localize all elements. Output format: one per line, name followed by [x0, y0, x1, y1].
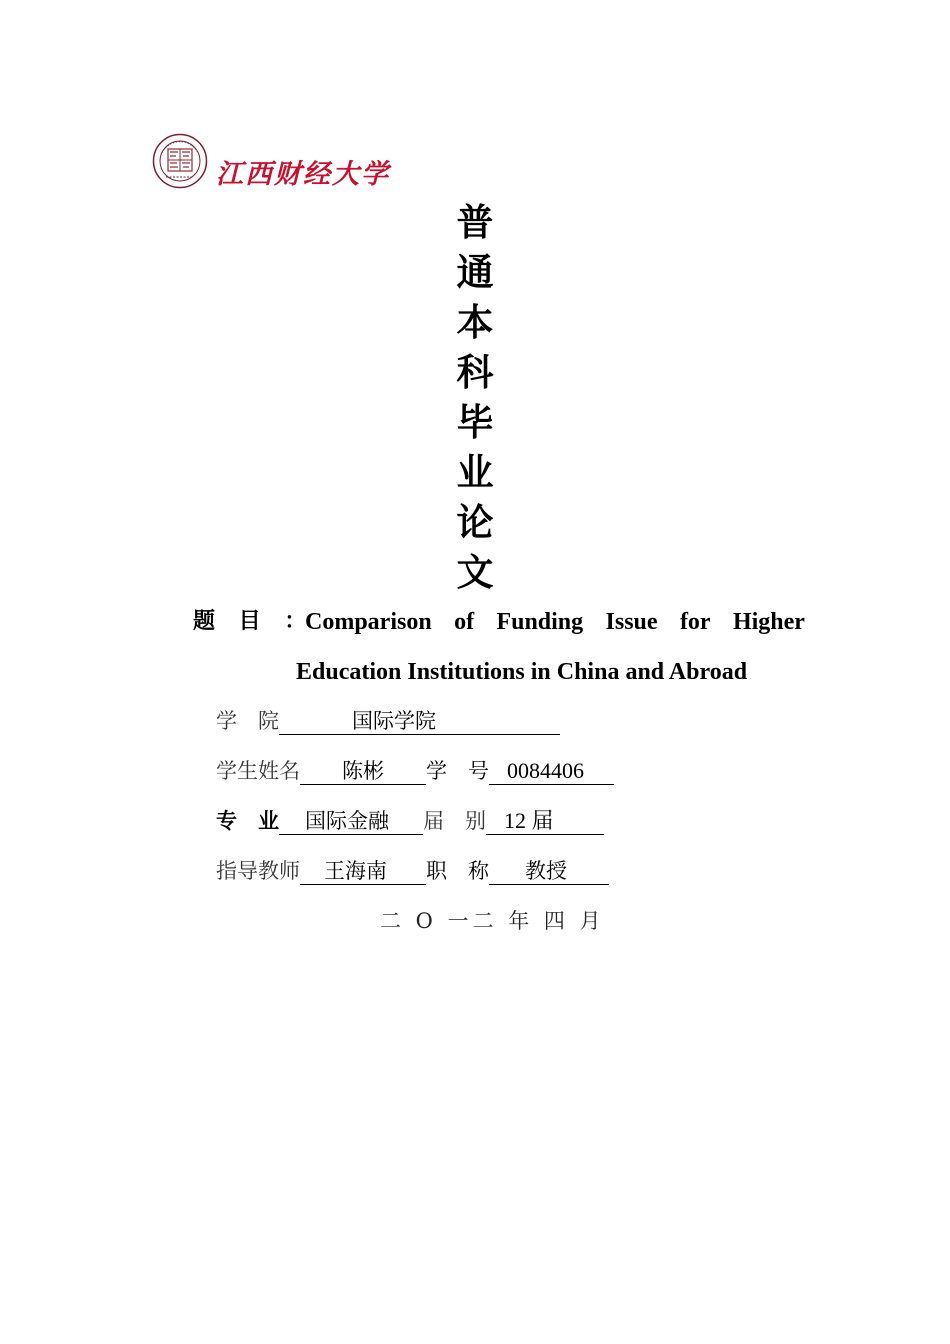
- advisor-title-field: [489, 858, 609, 885]
- title-char: 科: [456, 351, 494, 394]
- title-char: 论: [456, 501, 494, 544]
- major-field: [279, 808, 423, 835]
- subject-word: Higher: [732, 609, 805, 635]
- university-name: 江西财经大学: [216, 159, 390, 190]
- student-id-value: 0084406: [507, 758, 584, 783]
- advisor-row: [216, 855, 609, 887]
- class-value: 12 届: [504, 808, 554, 833]
- subject-word: Comparison: [305, 609, 432, 635]
- college-value: 国际学院: [352, 709, 436, 733]
- student-name-label: 学生姓名: [216, 759, 300, 783]
- student-row: [216, 755, 614, 787]
- student-name-field: [300, 758, 426, 785]
- title-char: 通: [456, 251, 494, 294]
- subject-title-line2: Education Institutions in China and Abroad: [296, 659, 748, 685]
- college-row: [216, 705, 560, 737]
- title-char: 业: [456, 451, 494, 494]
- advisor-label: 指导教师: [216, 859, 300, 883]
- thesis-title-vertical: [445, 198, 505, 598]
- major-label: 专 业: [216, 809, 279, 833]
- advisor-field: [300, 858, 426, 885]
- title-char: 文: [456, 551, 494, 594]
- class-label: 届 别: [423, 809, 486, 833]
- student-id-label: 学 号: [426, 759, 489, 783]
- date-line: 二 O 一二 年 四 月: [380, 909, 605, 933]
- major-row: [216, 805, 604, 837]
- advisor-title-value: 教授: [525, 859, 567, 883]
- university-seal-icon: [152, 133, 208, 189]
- title-char: 本: [456, 301, 494, 344]
- subject-word: of: [454, 609, 475, 635]
- subject-label: 题 目 ：: [193, 609, 315, 634]
- subject-title-line1: [305, 604, 805, 640]
- major-value: 国际金融: [305, 809, 389, 833]
- student-id-field: [489, 758, 614, 785]
- advisor-title-label: 职 称: [426, 859, 489, 883]
- college-label: 学 院: [216, 709, 279, 733]
- subject-word: for: [679, 609, 711, 635]
- title-char: 毕: [456, 401, 494, 444]
- class-field: [486, 808, 604, 835]
- college-field: [279, 708, 560, 735]
- advisor-value: 王海南: [324, 859, 387, 883]
- title-char: 普: [456, 201, 494, 244]
- student-name-value: 陈彬: [342, 759, 384, 783]
- subject-word: Issue: [605, 609, 658, 635]
- subject-word: Funding: [496, 609, 584, 635]
